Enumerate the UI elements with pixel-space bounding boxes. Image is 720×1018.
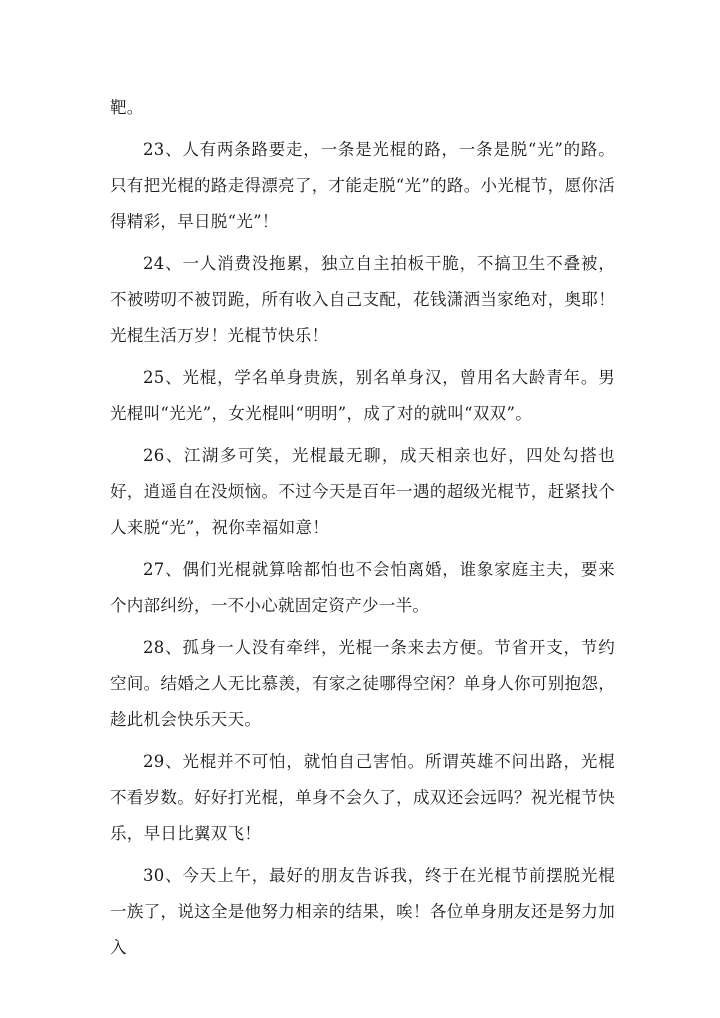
paragraph-27: 27、偶们光棍就算啥都怕也不会怕离婚，谁象家庭主夫，要来个内部纠纷，一不小心就固定资产少一半。 <box>110 560 615 615</box>
paragraph-30: 30、今天上午，最好的朋友告诉我，终于在光棍节前摆脱光棍一族了，说这全是他努力相亲的结果，唉！各位单身朋友还是努力加入 <box>110 866 615 957</box>
paragraph-23: 23、人有两条路要走，一条是光棍的路，一条是脱“光”的路。只有把光棍的路走得漂亮了，才能走脱“光”的路。小光棍节，愿你活得精彩，早日脱“光”！ <box>110 140 615 231</box>
paragraph-25: 25、光棍，学名单身贵族，别名单身汉，曾用名大龄青年。男光棍叫“光光”，女光棍叫“明明”，成了对的就叫“双双”。 <box>110 368 615 423</box>
paragraph-24: 24、一人消费没拖累，独立自主拍板干脆，不搞卫生不叠被，不被唠叨不被罚跪，所有收入自己支配，花钱潇洒当家绝对，奥耶！光棍生活万岁！光棍节快乐！ <box>110 254 615 345</box>
paragraph-continuation: 靶。 <box>110 98 144 117</box>
paragraph-29: 29、光棍并不可怕，就怕自己害怕。所谓英雄不问出路，光棍不看岁数。好好打光棍，单身不会久了，成双还会远吗？祝光棍节快乐，早日比翼双飞！ <box>110 752 615 843</box>
paragraph-28: 28、孤身一人没有牵绊，光棍一条来去方便。节省开支，节约空间。结婚之人无比慕羡，有家之徒哪得空闲？单身人你可别抱怨，趁此机会快乐天天。 <box>110 638 615 729</box>
paragraph-26: 26、江湖多可笑，光棍最无聊，成天相亲也好，四处勾搭也好，逍遥自在没烦恼。不过今天是百年一遇的超级光棍节，赶紧找个人来脱“光”，祝你幸福如意！ <box>110 446 615 537</box>
document-body <box>110 90 615 972</box>
